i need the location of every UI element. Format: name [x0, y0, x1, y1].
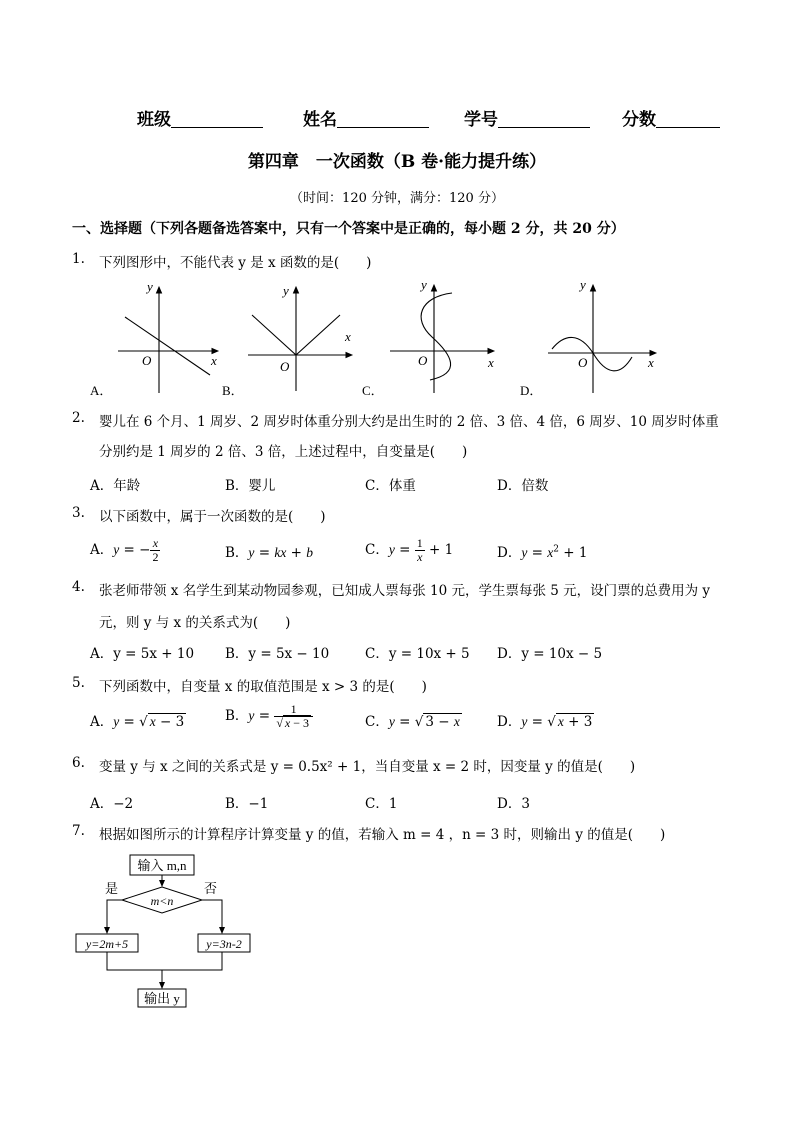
flow-right-label: y=3n-2 — [206, 937, 242, 951]
q3-option-d[interactable]: D．$y = x^2 + 1$ — [497, 544, 588, 561]
option-label: A． — [90, 542, 114, 558]
option-label: D． — [497, 714, 522, 730]
q6-text: 变量 y 与 x 之间的关系式是 y = 0.5x² + 1，当自变量 x = 2 时，因变量 y 的值是( ) — [99, 759, 636, 775]
q2-line2: 分别约是 1 周岁的 2 倍、3 倍，上述过程中，自变量是( ) — [99, 444, 468, 460]
axis-y-label: y — [147, 279, 153, 294]
option-label: A． — [90, 714, 114, 730]
q1-option-c[interactable]: C． — [362, 383, 384, 398]
option-label: B． — [225, 708, 249, 724]
axis-x-label: x — [211, 353, 217, 368]
fraction: $\frac{1}{x}$ — [416, 536, 423, 564]
option-label: C． — [365, 714, 389, 730]
page-title: 第四章 一次函数（B 卷·能力提升练） — [247, 152, 547, 172]
origin-label: O — [280, 359, 290, 374]
page-subtitle: （时间：120 分钟，满分：120 分） — [290, 191, 504, 206]
id-label: 学号 — [464, 110, 498, 130]
q5-text: 下列函数中，自变量 x 的取值范围是 x > 3 的是( ) — [99, 679, 427, 695]
fraction: $\frac{1}{√ x - 3}$ — [274, 703, 313, 730]
q4-option-d[interactable]: D．y = 10x − 5 — [497, 646, 603, 662]
q2-option-a[interactable]: A．年龄 — [90, 478, 141, 494]
origin-label: O — [578, 355, 588, 370]
option-label: B． — [225, 545, 249, 561]
q1-graphs — [0, 275, 794, 400]
q1-text: 下列图形中，不能代表 y 是 x 函数的是( ) — [99, 255, 372, 271]
q6-option-a[interactable]: A．−2 — [90, 796, 134, 812]
q1-number: 1. — [72, 251, 85, 267]
q2-option-d[interactable]: D．倍数 — [497, 478, 549, 494]
q4-line1: 张老师带领 x 名学生到某动物园参观，已知成人票每张 10 元，学生票每张 5 元，设门票的总费用为 y — [99, 583, 711, 599]
q5-number: 5. — [72, 675, 85, 691]
class-label: 班级 — [137, 110, 171, 130]
score-blank[interactable] — [656, 110, 720, 128]
option-label: C． — [365, 542, 389, 558]
class-blank[interactable] — [171, 110, 263, 128]
axis-x-label: x — [488, 355, 494, 370]
axis-x-label: x — [648, 355, 654, 370]
q1-option-b[interactable]: B． — [222, 383, 244, 398]
flow-yes-label: 是 — [105, 881, 119, 896]
graph-c[interactable] — [390, 277, 494, 393]
q7-number: 7. — [72, 823, 85, 839]
flow-condition-label: m<n — [150, 894, 174, 908]
q2-option-b[interactable]: B．婴儿 — [225, 478, 276, 494]
name-label: 姓名 — [303, 110, 337, 130]
flow-left-label: y=2m+5 — [85, 937, 129, 951]
q4-number: 4. — [72, 579, 85, 595]
id-blank[interactable] — [498, 110, 590, 128]
q3-option-c[interactable]: C．y = $\frac{1}{x}$ + 1 — [365, 536, 454, 564]
q2-option-c[interactable]: C．体重 — [365, 478, 416, 494]
score-label: 分数 — [622, 110, 656, 130]
q6-option-b[interactable]: B．−1 — [225, 796, 269, 812]
axis-y-label: y — [580, 277, 586, 292]
q3-option-a[interactable]: A．y = − $\frac{x}{2}$ — [90, 536, 159, 564]
q4-option-a[interactable]: A．y = 5x + 10 — [90, 646, 195, 662]
q7-text: 根据如图所示的计算程序计算变量 y 的值，若输入 m = 4 ，n = 3 时，则输出 y 的值是( ) — [99, 827, 666, 843]
q3-option-a-formula: y — [113, 542, 120, 557]
q7-flowchart — [60, 850, 280, 1015]
name-field — [303, 105, 429, 130]
q3-text: 以下函数中，属于一次函数的是( ) — [99, 509, 326, 525]
score-field — [622, 105, 720, 130]
axis-x-label: x — [345, 329, 351, 344]
q4-option-c[interactable]: C．y = 10x + 5 — [365, 646, 470, 662]
fraction: $\frac{x}{2}$ — [152, 536, 159, 564]
q6-number: 6. — [72, 755, 85, 771]
axis-y-label: y — [283, 283, 289, 298]
q2-number: 2. — [72, 410, 85, 426]
id-field — [464, 105, 590, 130]
class-field — [137, 105, 263, 130]
graph-a[interactable] — [118, 279, 218, 393]
graph-b[interactable] — [248, 283, 352, 391]
flow-no-label: 否 — [204, 881, 218, 896]
q3-option-b[interactable]: B．y = kx + b — [225, 545, 313, 561]
q6-option-c[interactable]: C．1 — [365, 796, 398, 812]
q5-option-d[interactable]: D．y = √ x + 3 — [497, 714, 593, 730]
q4-option-b[interactable]: B．y = 5x − 10 — [225, 646, 330, 662]
q5-option-c[interactable]: C．y = √ 3 − x — [365, 714, 460, 730]
flow-output-label: 输出 y — [144, 991, 180, 1006]
option-label: D． — [497, 545, 522, 561]
flow-input-label: 输入 m,n — [137, 858, 187, 873]
q6-option-d[interactable]: D．3 — [497, 796, 530, 812]
section-heading: 一、选择题（下列各题备选答案中，只有一个答案中是正确的，每小题 2 分，共 20 分） — [72, 221, 625, 237]
graph-d[interactable] — [548, 277, 656, 393]
q5-option-a[interactable]: A．y = √ x − 3 — [90, 714, 185, 730]
q1-option-a[interactable]: A． — [90, 383, 113, 398]
q1-option-d[interactable]: D． — [520, 383, 543, 398]
q4-line2: 元，则 y 与 x 的关系式为( ) — [99, 615, 291, 631]
origin-label: O — [142, 353, 152, 368]
q2-line1: 婴儿在 6 个月、1 周岁、2 周岁时体重分别大约是出生时的 2 倍、3 倍、4 倍，6 周岁、10 周岁时体重 — [99, 414, 719, 430]
name-blank[interactable] — [337, 110, 429, 128]
q5-option-b[interactable]: B．y = $\frac{1}{√ x - 3}$ — [225, 703, 313, 730]
q3-number: 3. — [72, 505, 85, 521]
axis-y-label: y — [421, 277, 427, 292]
origin-label: O — [418, 353, 428, 368]
